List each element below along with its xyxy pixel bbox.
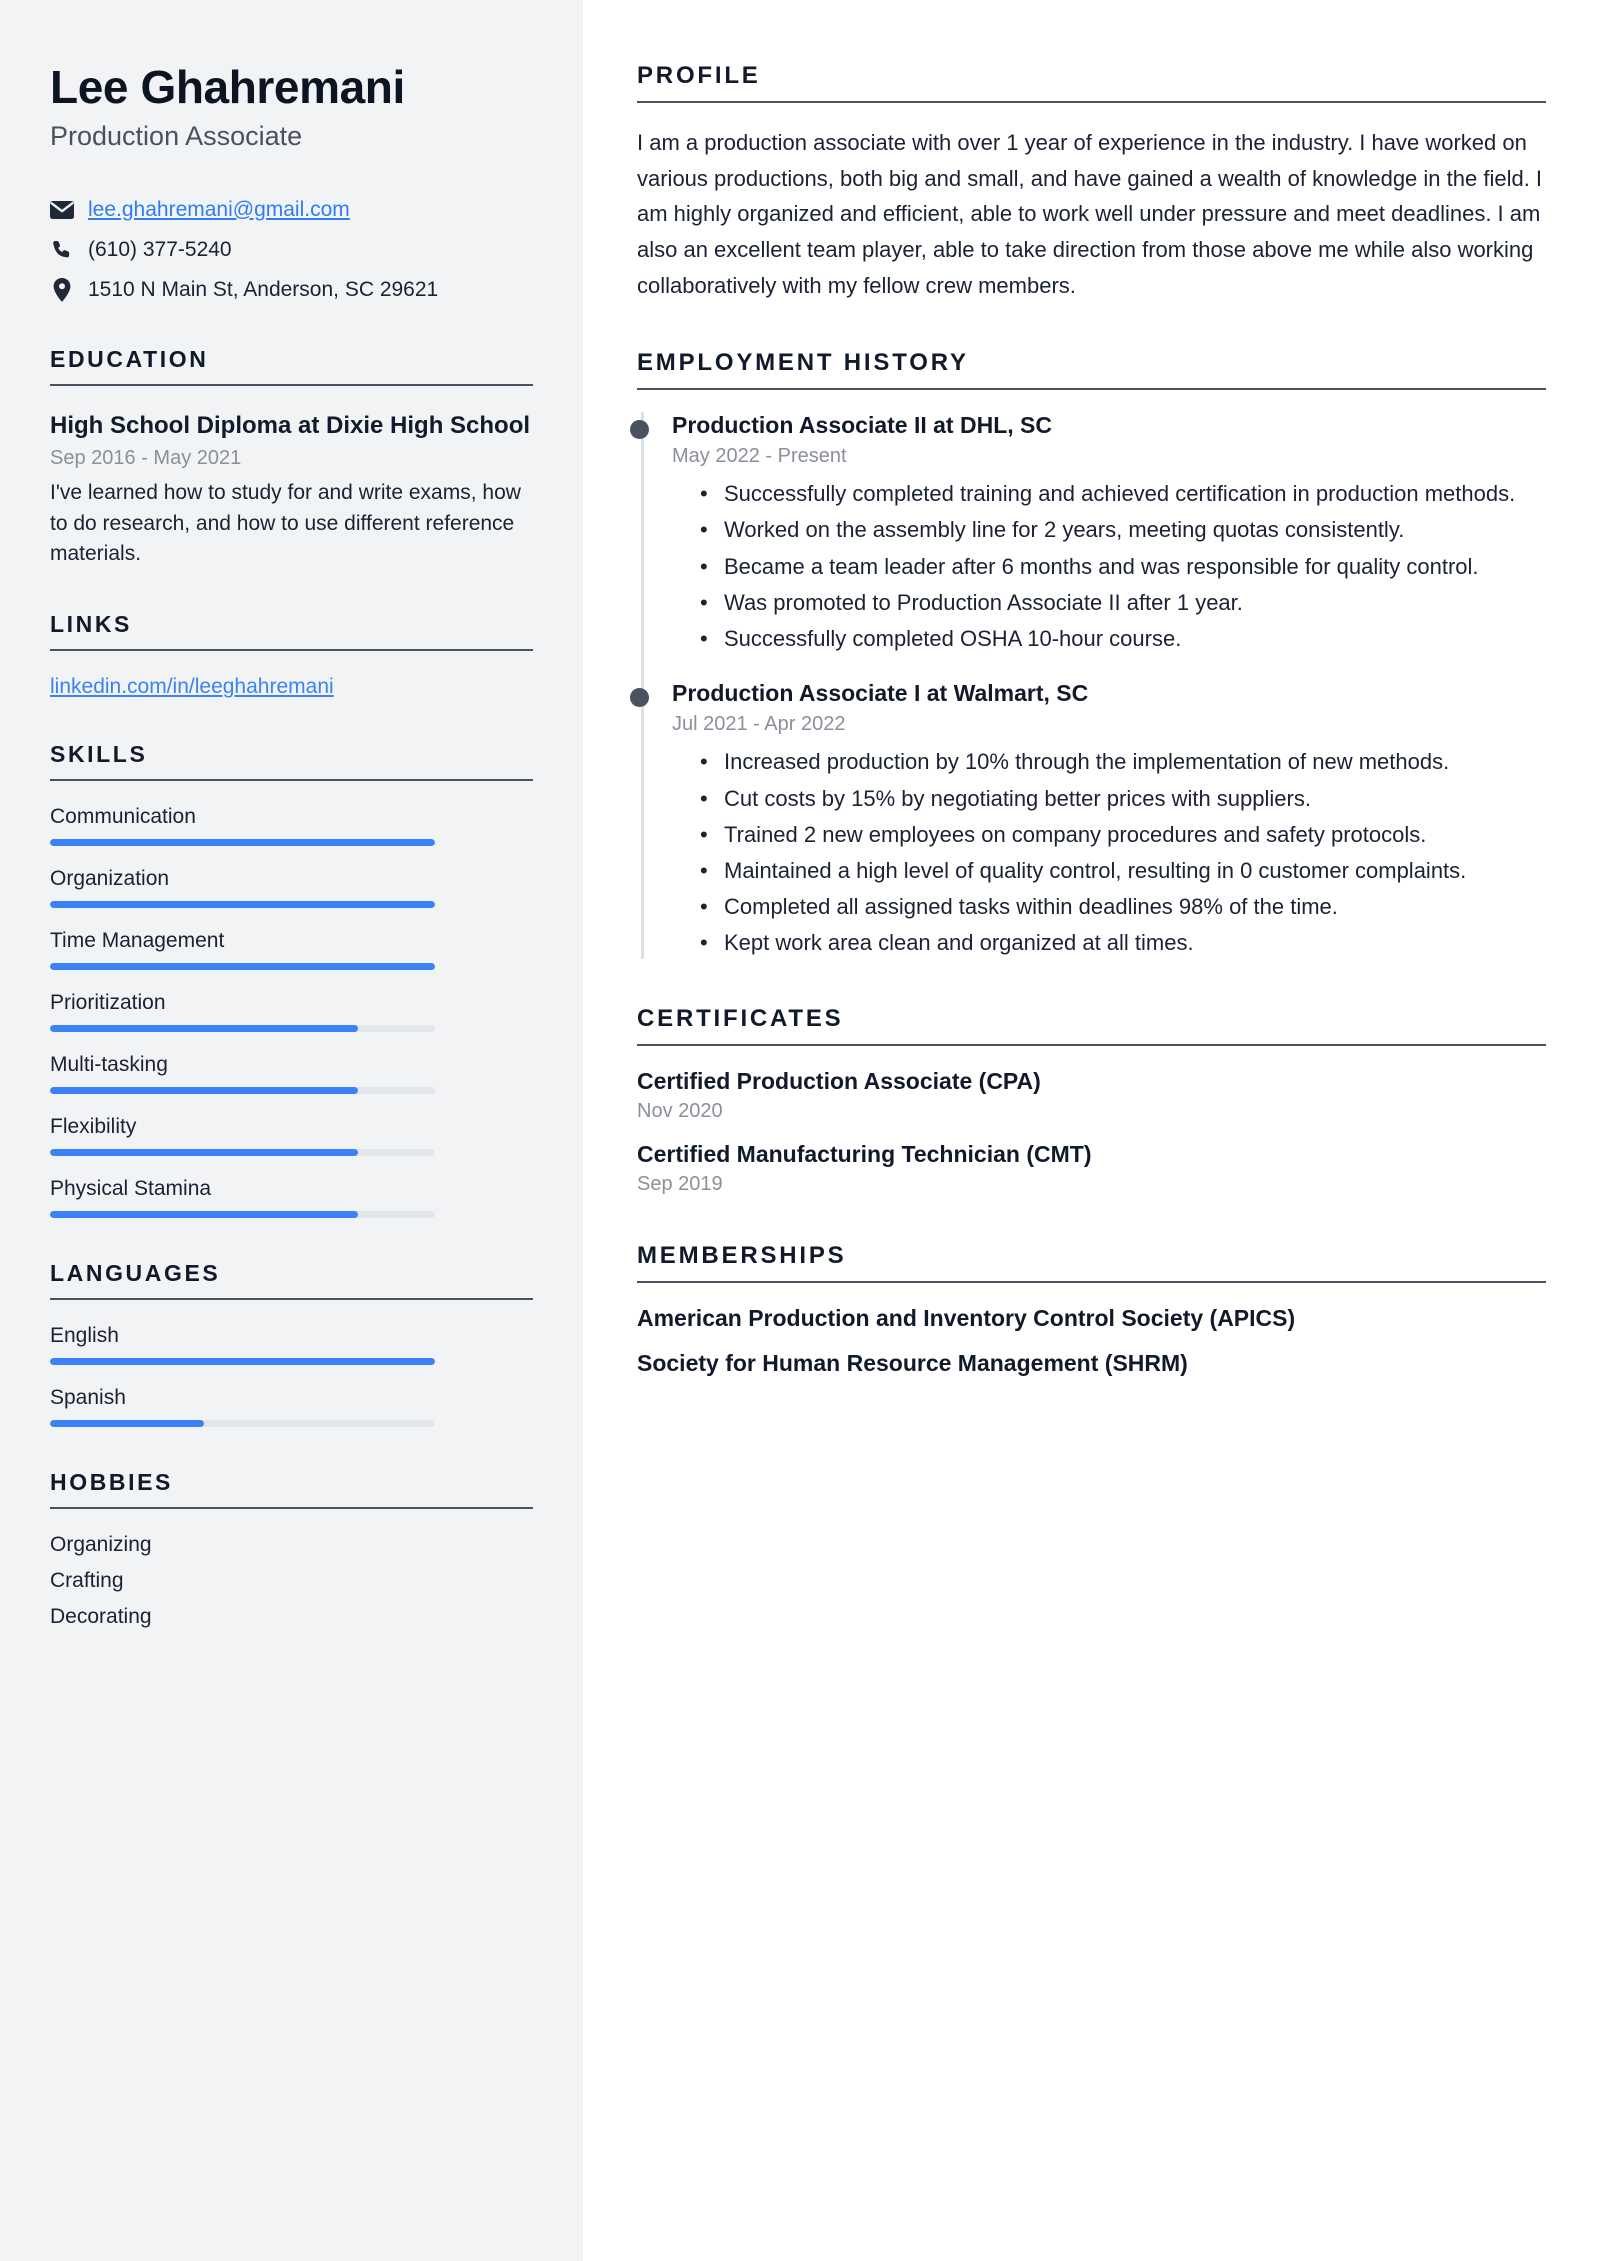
- certificate-date: Nov 2020: [637, 1099, 723, 1122]
- skill-level-track: [50, 1149, 435, 1156]
- skill-label: Multi-tasking: [50, 1052, 168, 1076]
- skill-item: [50, 991, 533, 1032]
- page-title: Lee Ghahremani: [50, 61, 405, 113]
- education-description: I've learned how to study for and write exams, how to do research, and how to use different reference materials.: [50, 481, 521, 565]
- section-heading-certificates: CERTIFICATES: [637, 1005, 1546, 1046]
- section-languages: [50, 1260, 533, 1427]
- skill-level-track: [50, 901, 435, 908]
- section-skills: [50, 741, 533, 1218]
- certificate-item: [637, 1068, 1546, 1123]
- skill-level-fill: [50, 1087, 358, 1094]
- certificate-date: Sep 2019: [637, 1172, 723, 1195]
- employment-date: Jul 2021 - Apr 2022: [672, 713, 846, 736]
- skill-item: [50, 929, 533, 970]
- employment-title: Production Associate I at Walmart, SC: [672, 680, 1089, 707]
- employment-bullet: • Was promoted to Production Associate II after 1 year.: [724, 587, 1546, 618]
- skill-level-track: [50, 1211, 435, 1218]
- profile-text: I am a production associate with over 1 year of experience in the industry. I have worked on various productions, both big and small, and have gained a wealth of knowledge in the field. I am highly organized and efficient, able to work well under pressure and meet deadlines. I am also an excellent team player, able to take direction from those above me while also working collaboratively with my fellow crew members.: [637, 130, 1543, 298]
- skill-label: Prioritization: [50, 990, 166, 1014]
- employment-bullet: • Increased production by 10% through the implementation of new methods.: [724, 746, 1546, 777]
- employment-bullet: • Worked on the assembly line for 2 years, meeting quotas consistently.: [724, 514, 1546, 545]
- section-employment-history: [637, 349, 1546, 959]
- employment-bullet: • Successfully completed OSHA 10-hour course.: [724, 623, 1546, 654]
- skill-level-fill: [50, 1149, 358, 1156]
- section-heading-links: LINKS: [50, 611, 533, 651]
- skill-level-fill: [50, 839, 435, 846]
- membership-item: American Production and Inventory Control Society (APICS): [637, 1304, 1296, 1331]
- skill-item: [50, 1177, 533, 1218]
- skill-label: Organization: [50, 866, 170, 890]
- section-links: [50, 611, 533, 699]
- section-memberships: [637, 1242, 1546, 1377]
- skill-label: Time Management: [50, 928, 225, 952]
- employment-bullet-list: [672, 746, 1546, 958]
- hobby-item: Decorating: [50, 1604, 152, 1628]
- timeline-dot-icon: [630, 420, 649, 439]
- phone-text: (610) 377-5240: [88, 237, 232, 261]
- skill-level-fill: [50, 1025, 358, 1032]
- language-level-track: [50, 1420, 435, 1427]
- skill-item: [50, 1115, 533, 1156]
- certificates-list: [637, 1068, 1546, 1196]
- section-hobbies: [50, 1469, 533, 1629]
- employment-title: Production Associate II at DHL, SC: [672, 412, 1052, 439]
- language-label: Spanish: [50, 1385, 126, 1409]
- certificate-item: [637, 1141, 1546, 1196]
- employment-bullet: • Became a team leader after 6 months and was responsible for quality control.: [724, 551, 1546, 582]
- language-level-fill: [50, 1358, 435, 1365]
- link-item-linkedin[interactable]: linkedin.com/in/leeghahremani: [50, 674, 334, 698]
- employment-bullet: • Completed all assigned tasks within deadlines 98% of the time.: [724, 891, 1546, 922]
- employment-bullet: • Kept work area clean and organized at all times.: [724, 927, 1546, 958]
- skill-item: [50, 1053, 533, 1094]
- contact-row-email[interactable]: [50, 196, 533, 224]
- employment-bullet: • Cut costs by 15% by negotiating better prices with suppliers.: [724, 783, 1546, 814]
- education-item: [50, 410, 533, 569]
- membership-item: Society for Human Resource Management (SHRM): [637, 1349, 1188, 1376]
- employment-entry: [672, 412, 1546, 654]
- hobby-item: Crafting: [50, 1568, 124, 1592]
- skill-level-track: [50, 963, 435, 970]
- skill-level-fill: [50, 963, 435, 970]
- email-link[interactable]: lee.ghahremani@gmail.com: [88, 197, 350, 221]
- contact-row-address: [50, 276, 533, 304]
- contact-list: [50, 196, 533, 304]
- employment-bullet: • Maintained a high level of quality control, resulting in 0 customer complaints.: [724, 855, 1546, 886]
- map-pin-icon: [50, 278, 74, 302]
- skill-level-fill: [50, 1211, 358, 1218]
- section-heading-memberships: MEMBERSHIPS: [637, 1242, 1546, 1283]
- language-item: [50, 1386, 533, 1427]
- memberships-list: [637, 1305, 1546, 1377]
- section-heading-hobbies: HOBBIES: [50, 1469, 533, 1509]
- skill-label: Physical Stamina: [50, 1176, 212, 1200]
- employment-timeline: [641, 412, 1546, 959]
- language-label: English: [50, 1323, 119, 1347]
- section-heading-employment: EMPLOYMENT HISTORY: [637, 349, 1546, 390]
- skill-label: Communication: [50, 804, 196, 828]
- skill-level-fill: [50, 901, 435, 908]
- section-heading-education: EDUCATION: [50, 346, 533, 386]
- skill-level-track: [50, 1087, 435, 1094]
- skill-level-track: [50, 839, 435, 846]
- address-text: 1510 N Main St, Anderson, SC 29621: [88, 277, 439, 301]
- main-column: [583, 0, 1600, 2261]
- certificate-title: Certified Manufacturing Technician (CMT): [637, 1140, 1092, 1167]
- language-level-fill: [50, 1420, 204, 1427]
- section-heading-skills: SKILLS: [50, 741, 533, 781]
- section-heading-profile: PROFILE: [637, 62, 1546, 103]
- skill-item: [50, 867, 533, 908]
- sidebar: [0, 0, 583, 2261]
- employment-bullet: • Successfully completed training and achieved certification in production methods.: [724, 478, 1546, 509]
- section-certificates: [637, 1005, 1546, 1196]
- language-level-track: [50, 1358, 435, 1365]
- contact-row-phone: [50, 236, 533, 264]
- languages-list: [50, 1324, 533, 1427]
- skill-item: [50, 805, 533, 846]
- phone-icon: [50, 239, 74, 261]
- timeline-dot-icon: [630, 688, 649, 707]
- skills-list: [50, 805, 533, 1218]
- certificate-title: Certified Production Associate (CPA): [637, 1067, 1041, 1094]
- section-education: [50, 346, 533, 569]
- job-title-subtitle: Production Associate: [50, 120, 303, 151]
- employment-bullet: • Trained 2 new employees on company procedures and safety protocols.: [724, 819, 1546, 850]
- hobby-item: Organizing: [50, 1532, 152, 1556]
- skill-label: Flexibility: [50, 1114, 137, 1138]
- education-title: High School Diploma at Dixie High School: [50, 411, 531, 439]
- section-heading-languages: LANGUAGES: [50, 1260, 533, 1300]
- envelope-icon: [50, 201, 74, 219]
- employment-bullet-list: [672, 478, 1546, 654]
- hobbies-list: [50, 1533, 533, 1629]
- section-profile: [637, 62, 1546, 303]
- skill-level-track: [50, 1025, 435, 1032]
- employment-entry: [672, 680, 1546, 958]
- education-date: Sep 2016 - May 2021: [50, 447, 242, 470]
- employment-date: May 2022 - Present: [672, 445, 847, 468]
- language-item: [50, 1324, 533, 1365]
